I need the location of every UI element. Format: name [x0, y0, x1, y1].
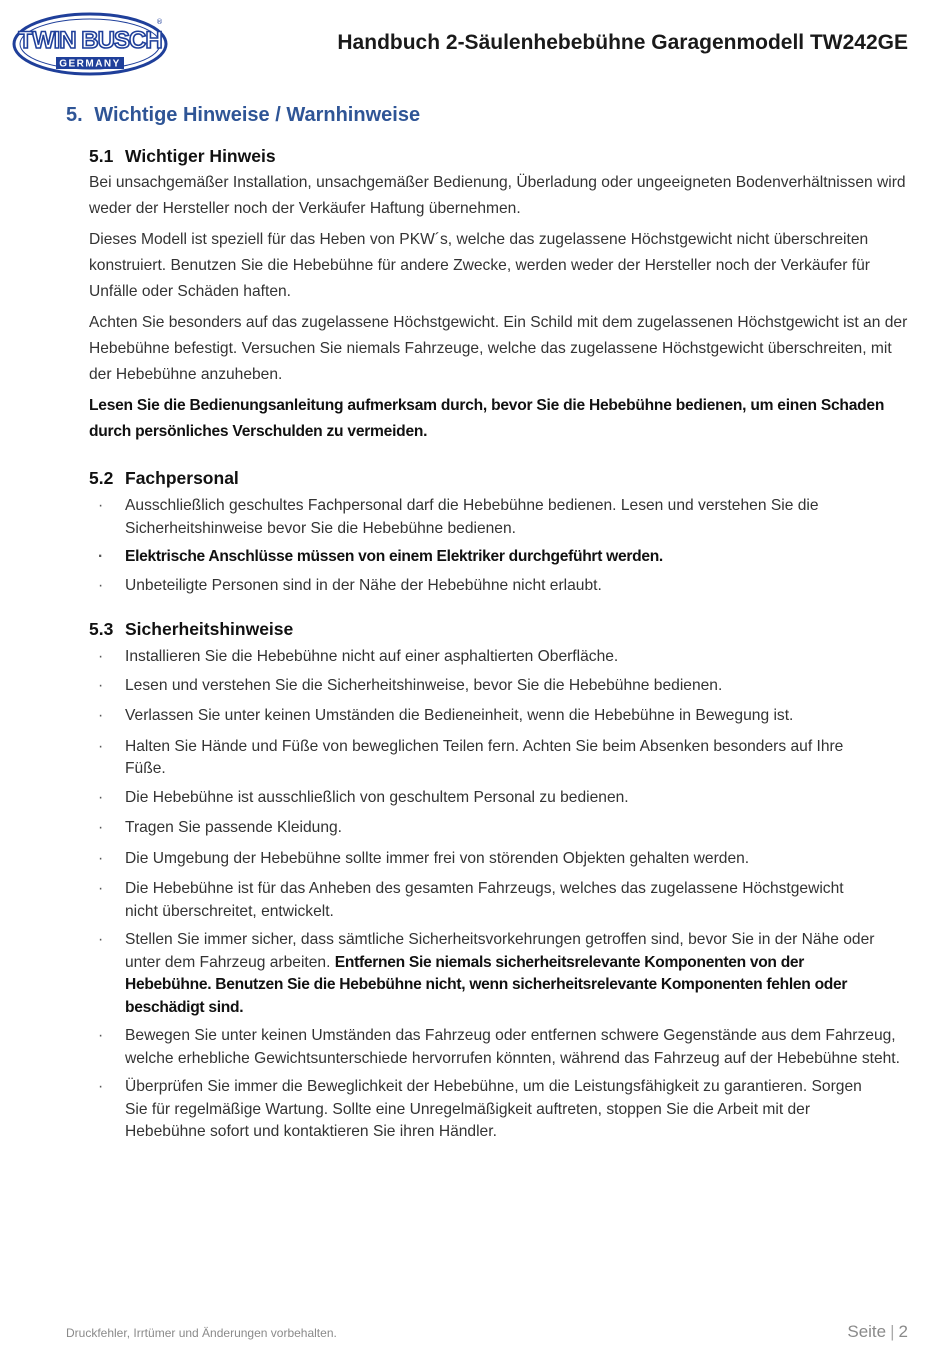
section-number: 5.: [66, 104, 83, 126]
staff-list: [89, 495, 911, 597]
list-item: · Die Umgebung der Hebebühne sollte immer frei von störenden Objekten gehalten werden.: [89, 848, 911, 871]
subsection-title: Sicherheitshinweise: [125, 619, 294, 639]
list-item: · Verlassen Sie unter keinen Umständen die Bedieneinheit, wenn die Hebebühne in Bewegung ist.: [89, 705, 911, 728]
paragraph-usage: Dieses Modell ist speziell für das Heben von PKW´s, welche das zugelassene Höchstgewicht nicht überschreiten konstruiert. Benutzen Sie die Hebebühne für andere Zwecke, werden weder der Hersteller noch der Verkäufer für Unfälle oder Schäden haften.: [89, 231, 870, 300]
list-item: · Unbeteiligte Personen sind in der Nähe der Hebebühne nicht erlaubt.: [89, 575, 911, 598]
safety-list: [89, 646, 911, 1144]
subsection-heading-5-1: [66, 142, 911, 170]
list-item: · Ausschließlich geschultes Fachpersonal darf die Hebebühne bedienen. Lesen und verstehen Sie die Sicherheitshinweise bevor Sie die Hebebühne bedienen.: [98, 497, 819, 537]
svg-text:®: ®: [156, 18, 163, 26]
bullet-icon: ·: [98, 576, 104, 594]
list-item: · Stellen Sie immer sicher, dass sämtliche Sicherheitsvorkehrungen getroffen sind, bevor Sie in der Nähe oder unter dem Fahrzeug arbeiten. Entfernen Sie niemals sicherheitsrelevante Komponenten von der Hebebühne. Benutzen Sie die Hebebühne nicht, wenn sicherheitsrelevante Komponenten fehlen oder beschädigt sind.: [98, 931, 875, 1016]
bullet-icon: ·: [98, 1078, 104, 1095]
page-separator: |: [890, 1322, 895, 1341]
list-item: · Installieren Sie die Hebebühne nicht auf einer asphaltierten Oberfläche.: [89, 646, 911, 669]
list-item: · Lesen und verstehen Sie die Sicherheitshinweise, bevor Sie die Hebebühne bedienen.: [89, 675, 911, 698]
bullet-icon: ·: [98, 880, 104, 897]
list-item: · Elektrische Anschlüsse müssen von einem Elektriker durchgeführt werden.: [89, 546, 911, 569]
list-item: · Bewegen Sie unter keinen Umständen das Fahrzeug oder entfernen schwere Gegenstände aus dem Fahrzeug, welche erhebliche Gewichtsunterschiede hervorrufen könnten, während das Fahrzeug auf der Hebebühne steht.: [98, 1027, 900, 1067]
footer-disclaimer: Druckfehler, Irrtümer und Änderungen vorbehalten.: [66, 1326, 337, 1340]
list-item: · Tragen Sie passende Kleidung.: [89, 817, 911, 840]
subsection-number: 5.2: [89, 468, 114, 488]
paragraph-read-manual: Lesen Sie die Bedienungsanleitung aufmerksam durch, bevor Sie die Hebebühne bedienen, um einen Schaden durch persönliches Verschulden zu vermeiden.: [89, 397, 885, 440]
bullet-icon: ·: [98, 548, 103, 565]
bullet-icon: ·: [98, 1027, 104, 1044]
subsection-title: Fachpersonal: [125, 468, 239, 488]
bullet-icon: ·: [98, 849, 104, 867]
bullet-icon: ·: [98, 648, 104, 665]
paragraph-max-weight: Achten Sie besonders auf das zugelassene Höchstgewicht. Ein Schild mit dem zugelassenen Höchstgewicht ist an der Hebebühne befestigt. Versuchen Sie niemals Fahrzeuge, welche das zugelassene Höchstgewicht überschreiten, mit der Hebebühne anzuheben.: [89, 314, 908, 383]
bullet-icon: ·: [98, 931, 104, 948]
page-number-value: 2: [898, 1322, 908, 1341]
company-logo: [12, 12, 168, 76]
bullet-icon: ·: [98, 676, 104, 694]
bold-warning: Entfernen Sie niemals sicherheitsrelevante Komponenten von der Hebebühne. Benutzen Sie die Hebebühne nicht, wenn sicherheitsrelevante Komponenten fehlen oder beschädigt sind.: [125, 953, 848, 1016]
page-label: Seite: [847, 1322, 887, 1341]
list-item: · Die Hebebühne ist ausschließlich von geschultem Personal zu bedienen.: [89, 787, 911, 810]
subsection-number: 5.1: [89, 146, 114, 166]
list-item: · Überprüfen Sie immer die Beweglichkeit der Hebebühne, um die Leistungsfähigkeit zu garantieren. Sorgen Sie für regelmäßige Wartung. Sollte eine Unregelmäßigkeit auftreten, stoppen Sie die Arbeit mit der Hebebühne sofort und kontaktieren Sie ihren Händler.: [98, 1078, 862, 1140]
section-title: Wichtige Hinweise / Warnhinweise: [94, 104, 421, 126]
subsection-number: 5.3: [89, 619, 114, 639]
document-title: Handbuch 2-Säulenhebebühne Garagenmodell TW242GE: [337, 31, 908, 54]
bullet-icon: ·: [98, 707, 104, 724]
section-heading: [66, 100, 911, 130]
logo-text-bottom: GERMANY: [59, 58, 121, 70]
subsection-title: Wichtiger Hinweis: [125, 146, 276, 166]
page-number: [847, 1322, 908, 1342]
logo-text-top: TWIN BUSCH: [18, 27, 162, 54]
list-item: · Halten Sie Hände und Füße von beweglichen Teilen fern. Achten Sie beim Absenken besonders auf Ihre Füße.: [98, 737, 844, 777]
list-item: · Die Hebebühne ist für das Anheben des gesamten Fahrzeugs, welches das zugelassene Höchstgewicht nicht überschreitet, entwickelt.: [98, 880, 844, 920]
bullet-icon: ·: [98, 819, 104, 836]
page-content: [66, 100, 911, 1150]
bullet-icon: ·: [98, 788, 104, 806]
paragraph-liability: Bei unsachgemäßer Installation, unsachgemäßer Bedienung, Überladung oder ungeeigneten Bodenverhältnissen wird weder der Hersteller noch der Verkäufer Haftung übernehmen.: [89, 174, 906, 217]
bullet-icon: ·: [98, 497, 104, 514]
subsection-heading-5-2: [66, 464, 911, 492]
subsection-heading-5-3: [66, 615, 911, 643]
bullet-icon: ·: [98, 737, 104, 755]
